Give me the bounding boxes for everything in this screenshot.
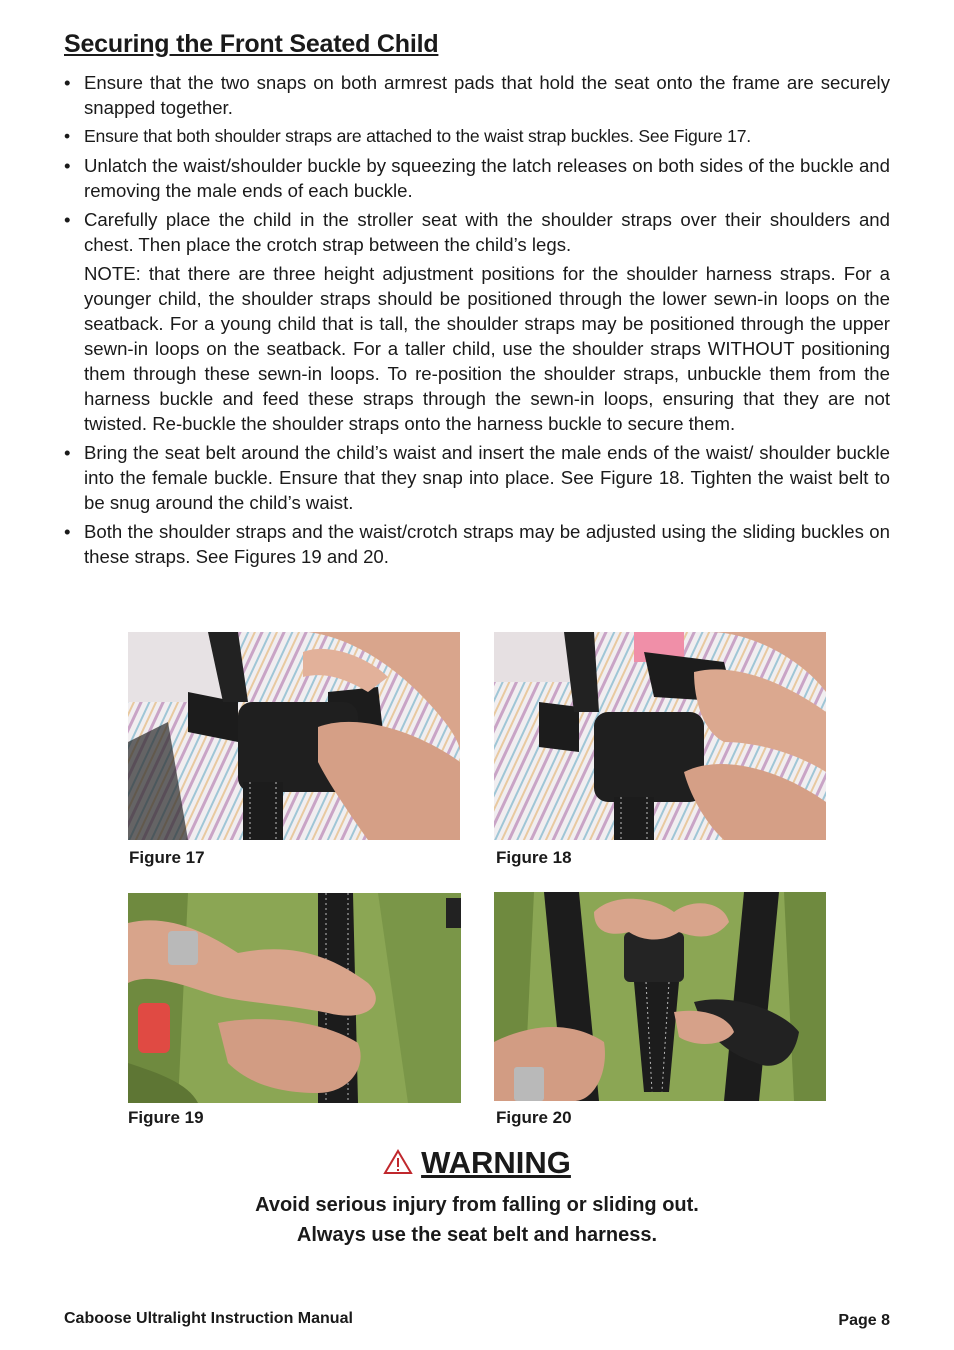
warning-line-2: Always use the seat belt and harness.	[296, 1224, 658, 1246]
list-item: • Ensure that both shoulder straps are attached to the waist strap buckles. See Figure 17.	[64, 126, 751, 146]
list-item: • Ensure that the two snaps on both armrest pads that hold the seat onto the frame are securely snapped together.	[64, 72, 890, 118]
figure-18-caption: Figure 18	[496, 848, 572, 867]
height-adjustment-note: NOTE: that there are three height adjustment positions for the shoulder harness straps. For a younger child, the shoulder straps should be positioned through the lower sewn-in loops on the seatback. For a young child that is tall, the shoulder straps may be positioned through the upper sewn-in loops on the seatback. For a taller child, use the shoulder straps WITHOUT positioning them through these sewn-in loops. To re-position the shoulder straps, unbuckle them from the harness buckle and feed these straps through the sewn-in loops, ensuring that they are not twisted. Re-buckle the shoulder straps onto the harness buckle to secure them.	[84, 263, 890, 434]
warning-line-1: Avoid serious injury from falling or sliding out.	[255, 1194, 699, 1216]
footer-page-number: Page 8	[838, 1312, 890, 1329]
figure-18-photo	[494, 632, 826, 840]
list-item: • Unlatch the waist/shoulder buckle by squeezing the latch releases on both sides of the buckle and removing the male ends of each buckle.	[64, 155, 890, 201]
instruction-list	[64, 70, 890, 573]
figure-19-caption: Figure 19	[128, 1108, 204, 1127]
list-item: • Bring the seat belt around the child’s waist and insert the male ends of the waist/ shoulder buckle into the female buckle. Ensure that they snap into place. See Figure 18. Tighten the waist belt to be snug around the child’s waist.	[64, 442, 890, 513]
figure-17-caption: Figure 17	[129, 848, 205, 867]
figure-17-photo	[128, 632, 460, 840]
figure-20-photo	[494, 892, 826, 1101]
list-item: • Both the shoulder straps and the waist/crotch straps may be adjusted using the sliding buckles on these straps. See Figures 19 and 20.	[64, 521, 890, 567]
list-item: • Carefully place the child in the stroller seat with the shoulder straps over their shoulders and chest. Then place the crotch strap between the child’s legs. NOTE: that there are three height adjustment positions for the shoulder harness straps. For a younger child, the shoulder straps should be positioned through the lower sewn-in loops on the seatback. For a young child that is tall, the shoulder straps may be positioned through the upper sewn-in loops on the seatback. For a taller child, use the shoulder straps WITHOUT positioning them through these sewn-in loops. To re-position the shoulder straps, unbuckle them from the harness buckle and feed these straps through the sewn-in loops, ensuring that they are not twisted. Re-buckle the shoulder straps onto the harness buckle to secure them.	[64, 209, 890, 434]
warning-triangle-icon	[383, 1147, 413, 1183]
warning-title: WARNING	[421, 1145, 571, 1180]
page-title: Securing the Front Seated Child	[64, 30, 439, 58]
figure-20-caption: Figure 20	[496, 1108, 572, 1127]
warning-heading	[0, 1145, 954, 1183]
footer-manual-title: Caboose Ultralight Instruction Manual	[64, 1310, 353, 1327]
figure-19-photo	[128, 893, 461, 1103]
